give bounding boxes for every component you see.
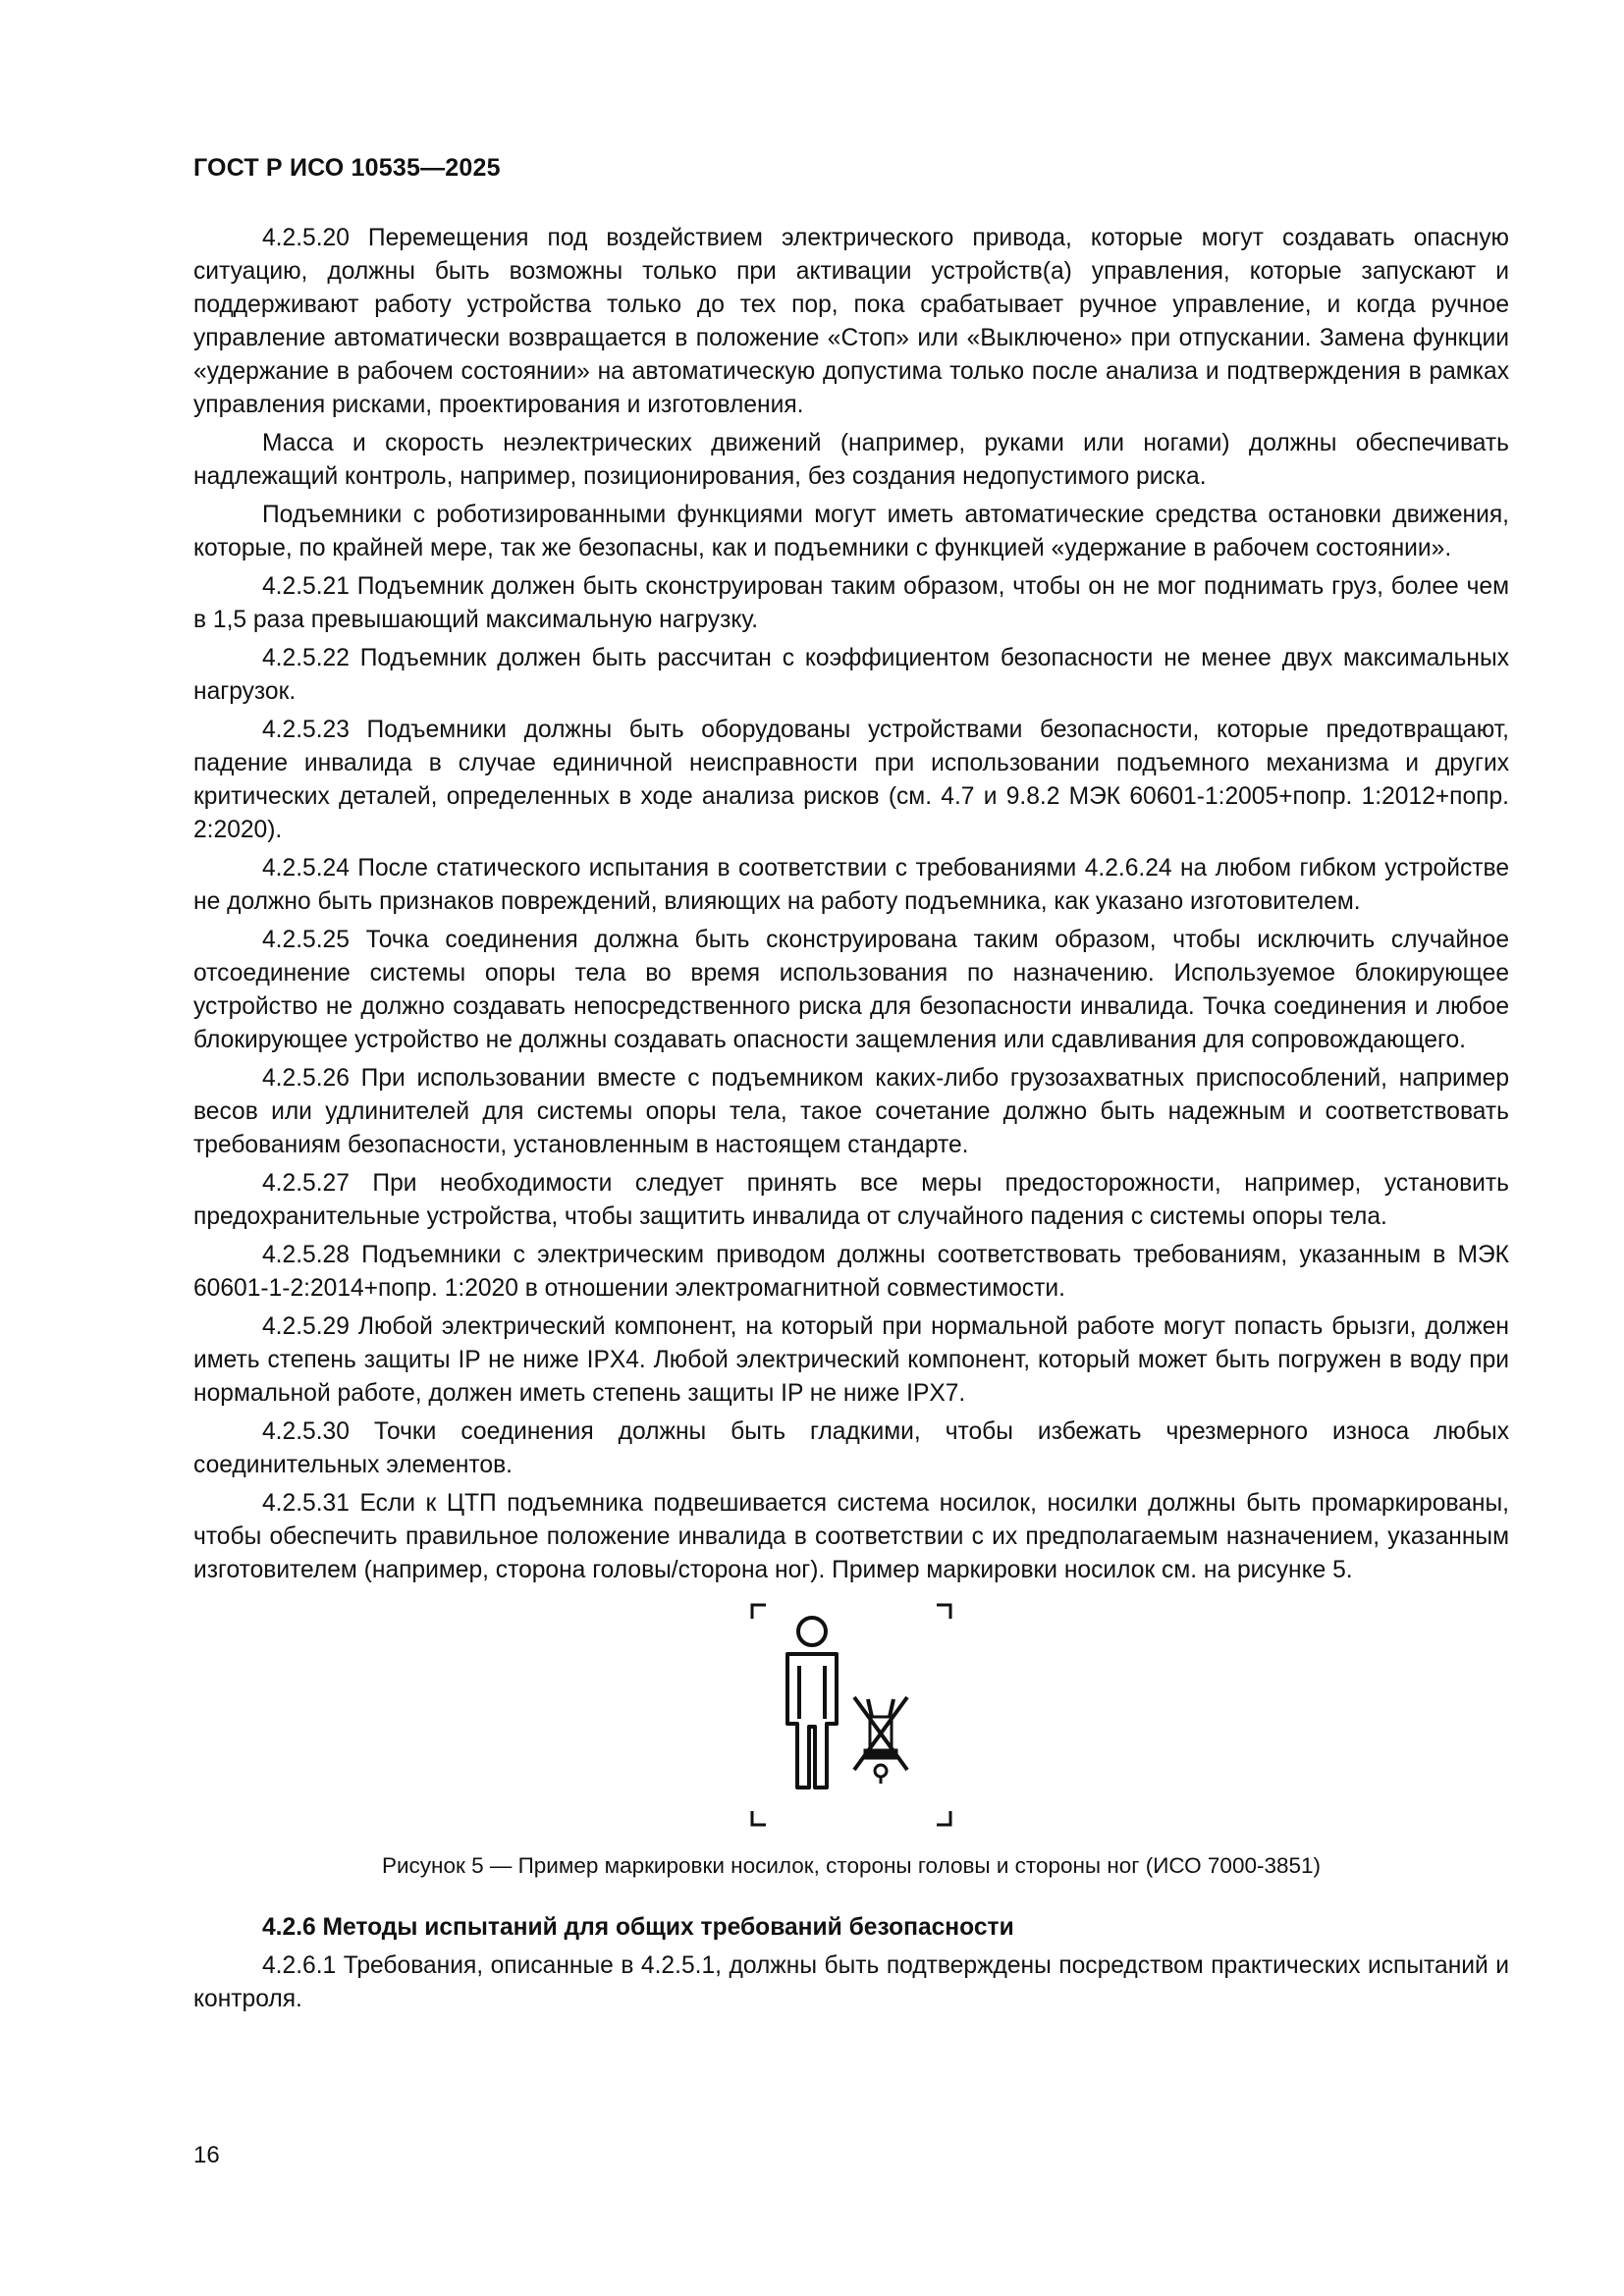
paragraph: 4.2.5.28 Подъемники с электрическим приводом должны соответствовать требованиям, указанным в МЭК 60601-1-2:2014+попр. 1:2020 в отношении электромагнитной совместимости. <box>193 1242 1509 1302</box>
paragraph: 4.2.5.27 При необходимости следует принять все меры предосторожности, например, установить предохранительные устройства, чтобы защитить инвалида от случайного падения с системы опоры тела. <box>193 1170 1509 1230</box>
paragraph: 4.2.5.22 Подъемник должен быть рассчитан с коэффициентом безопасности не менее двух максимальных нагрузок. <box>193 645 1509 705</box>
stretcher-head-foot-marking-icon <box>748 1601 954 1829</box>
paragraph: Масса и скорость неэлектрических движений (например, руками или ногами) должны обеспечивать надлежащий контроль, например, позиционирования, без создания недопустимого риска. <box>193 430 1509 490</box>
paragraph: 4.2.5.21 Подъемник должен быть сконструирован таким образом, чтобы он не мог поднимать груз, более чем в 1,5 раза превышающий максимальную нагрузку. <box>193 573 1509 633</box>
paragraph: 4.2.5.30 Точки соединения должны быть гладкими, чтобы избежать чрезмерного износа любых соединительных элементов. <box>193 1418 1509 1478</box>
figure-5 <box>193 1601 1509 1844</box>
section-heading: 4.2.6 Методы испытаний для общих требований безопасности <box>262 1914 1014 1941</box>
paragraph: 4.2.5.25 Точка соединения должна быть сконструирована таким образом, чтобы исключить случайное отсоединение системы опоры тела во время использования по назначению. Используемое блокирующее устройство не должно создавать непосредственного риска для безопасности инвалида. Точка соединения и любое блокирующее устройство не должны создавать опасности защемления или сдавливания для сопровождающего. <box>193 927 1509 1053</box>
document-header: ГОСТ Р ИСО 10535—2025 <box>193 154 501 182</box>
paragraph: 4.2.5.26 При использовании вместе с подъемником каких-либо грузозахватных приспособлений, например весов или удлинителей для системы опоры тела, такое сочетание должно быть надежным и соответствовать требованиям безопасности, установленным в настоящем стандарте. <box>193 1065 1509 1158</box>
figure-caption: Рисунок 5 — Пример маркировки носилок, стороны головы и стороны ног (ИСО 7000-3851) <box>381 1853 1322 1878</box>
paragraph: 4.2.5.20 Перемещения под воздействием электрического привода, которые могут создавать опасную ситуацию, должны быть возможны только при активации устройств(а) управления, которые запускают и поддерживают работу устройства только до тех пор, пока срабатывает ручное управление, и когда ручное управление автоматически возвращается в положение «Стоп» или «Выключено» при отпускании. Замена функции «удержание в рабочем состоянии» на автоматическую допустима только после анализа и подтверждения в рамках управления рисками, проектирования и изготовления. <box>193 225 1509 418</box>
paragraph: 4.2.5.31 Если к ЦТП подъемника подвешивается система носилок, носилки должны быть промаркированы, чтобы обеспечить правильное положение инвалида в соответствии с их предполагаемым назначением, указанным изготовителем (например, сторона головы/сторона ног). Пример маркировки носилок см. на рисунке 5. <box>193 1490 1509 1583</box>
paragraph: 4.2.6.1 Требования, описанные в 4.2.5.1, должны быть подтверждены посредством практических испытаний и контроля. <box>193 1952 1509 2012</box>
document-body <box>193 222 1509 2021</box>
paragraph: 4.2.5.29 Любой электрический компонент, на который при нормальной работе могут попасть брызги, должен иметь степень защиты IP не ниже IPX4. Любой электрический компонент, который может быть погружен в воду при нормальной работе, должен иметь степень защиты IP не ниже IPX7. <box>193 1313 1509 1407</box>
paragraph: 4.2.5.23 Подъемники должны быть оборудованы устройствами безопасности, которые предотвращают, падение инвалида в случае единичной неисправности при использовании подъемного механизма и других критических деталей, определенных в ходе анализа рисков (см. 4.7 и 9.8.2 МЭК 60601-1:2005+попр. 1:2012+попр. 2:2020). <box>193 717 1509 843</box>
paragraph: Подъемники с роботизированными функциями могут иметь автоматические средства остановки движения, которые, по крайней мере, так же безопасны, как и подъемники с функцией «удержание в рабочем состоянии». <box>193 502 1509 561</box>
page-number: 16 <box>193 2142 220 2168</box>
paragraph: 4.2.5.24 После статического испытания в соответствии с требованиями 4.2.6.24 на любом гибком устройстве не должно быть признаков повреждений, влияющих на работу подъемника, как указано изготовителем. <box>193 855 1509 915</box>
